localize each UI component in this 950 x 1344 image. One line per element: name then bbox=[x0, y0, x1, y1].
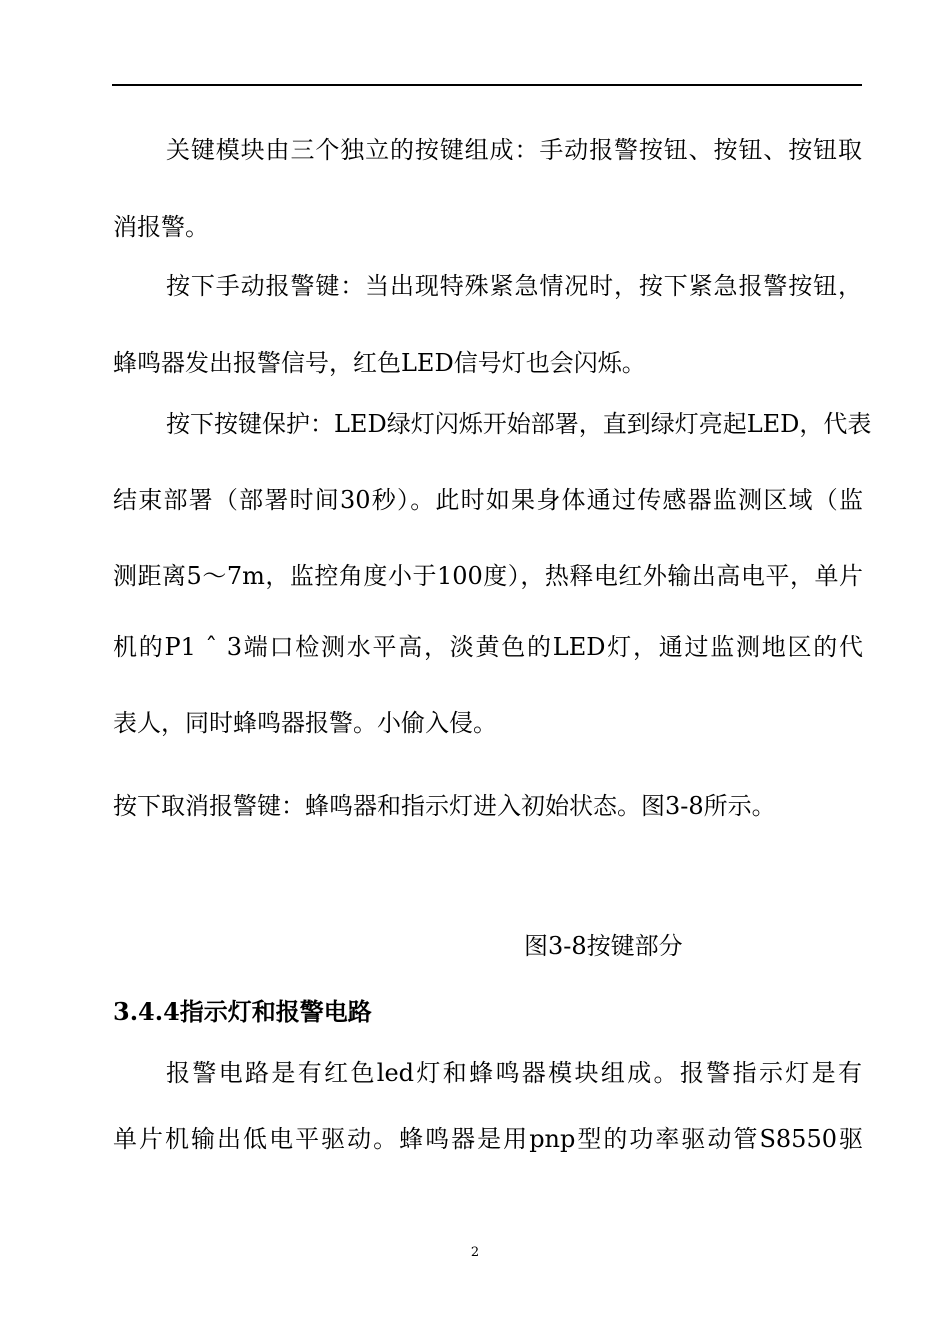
section-heading: 3.4.4指示灯和报警电路 bbox=[113, 997, 372, 1026]
paragraph-line: 机的P1 ˆ 3端口检测水平高，淡黄色的LED灯，通过监测地区的代 bbox=[113, 633, 863, 661]
paragraph-line: 表人，同时蜂鸣器报警。小偷入侵。 bbox=[113, 709, 497, 737]
paragraph-line: 按下取消报警键：蜂鸣器和指示灯进入初始状态。图3-8所示。 bbox=[113, 792, 776, 820]
header-rule bbox=[112, 84, 862, 86]
paragraph-line: 蜂鸣器发出报警信号，红色LED信号灯也会闪烁。 bbox=[113, 349, 646, 377]
paragraph-line: 测距离5～7m，监控角度小于100度），热释电红外输出高电平，单片 bbox=[113, 562, 863, 590]
paragraph-line: 结束部署（部署时间30秒）。此时如果身体通过传感器监测区域（监 bbox=[113, 486, 863, 514]
paragraph-line: 报警电路是有红色led灯和蜂鸣器模块组成。报警指示灯是有 bbox=[166, 1059, 862, 1087]
paragraph-line: 单片机输出低电平驱动。蜂鸣器是用pnp型的功率驱动管S8550驱 bbox=[113, 1125, 863, 1153]
page-number: 2 bbox=[470, 1245, 480, 1260]
paragraph-line: 消报警。 bbox=[113, 213, 209, 241]
paragraph-line: 按下手动报警键：当出现特殊紧急情况时，按下紧急报警按钮， bbox=[166, 272, 862, 300]
paragraph-line: 按下按键保护：LED绿灯闪烁开始部署，直到绿灯亮起LED，代表 bbox=[166, 410, 872, 438]
figure-caption: 图3-8按键部分 bbox=[524, 932, 683, 960]
paragraph-line: 关键模块由三个独立的按键组成：手动报警按钮、按钮、按钮取 bbox=[166, 136, 862, 164]
